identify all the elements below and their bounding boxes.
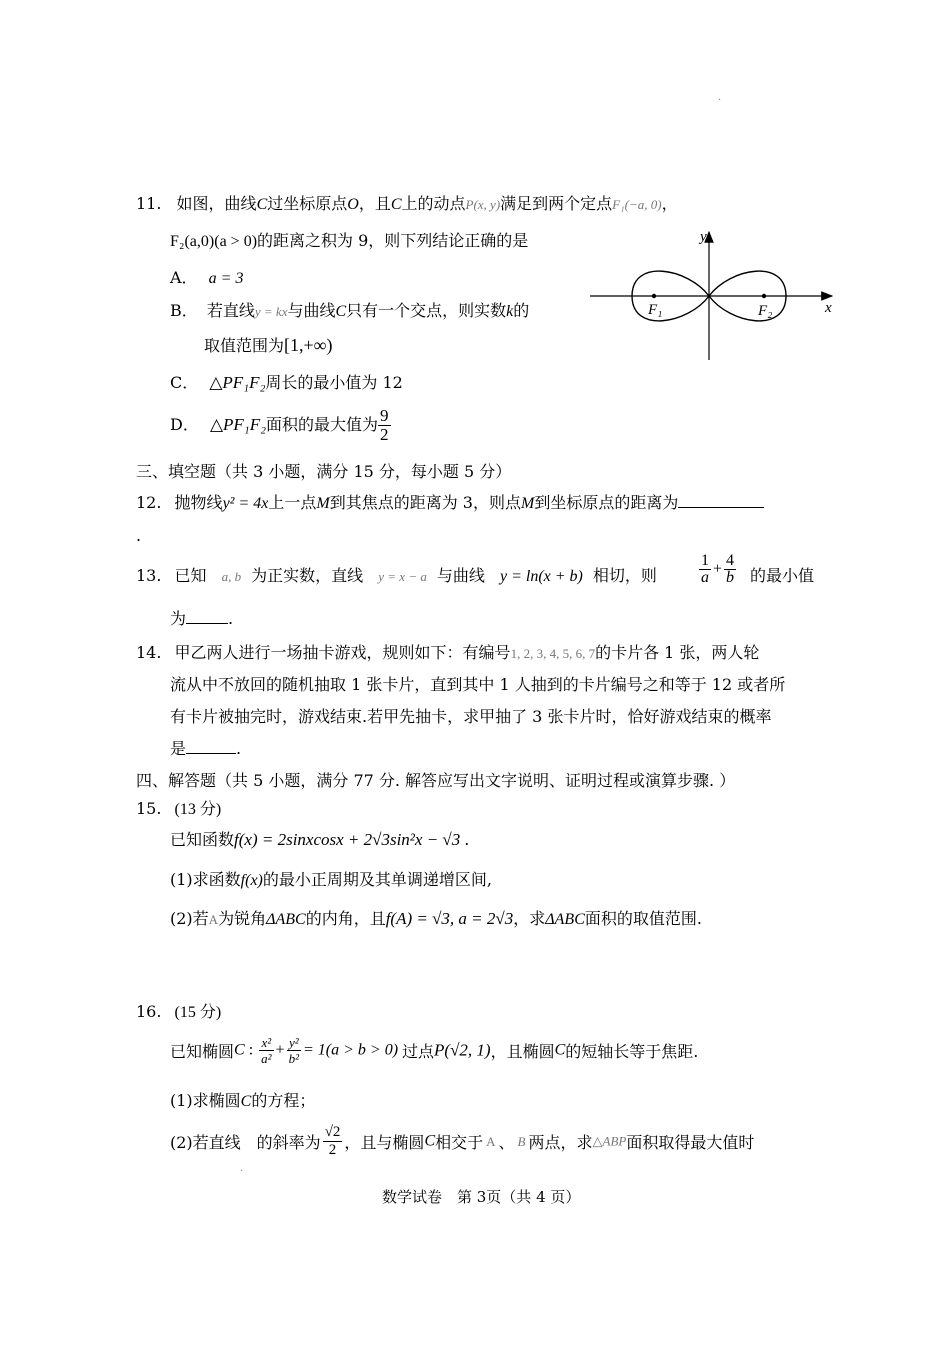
q13-text: 与曲线	[436, 566, 485, 585]
q16-text: 过点	[402, 1042, 435, 1061]
point-m: M	[316, 495, 330, 512]
q16-ellipse-line	[170, 1035, 698, 1066]
q12-line-1	[136, 492, 764, 515]
answer-blank[interactable]	[186, 739, 236, 754]
answer-blank[interactable]	[678, 493, 764, 508]
q16-part-1	[170, 1090, 315, 1113]
fraction-denominator: a	[701, 569, 709, 586]
lemniscate-diagram	[588, 228, 838, 363]
q11-comma: ，	[661, 194, 678, 213]
line-equation: y = x − a	[378, 569, 427, 584]
fraction-nine-halves	[378, 407, 391, 444]
q15-score: (13 分)	[174, 801, 222, 818]
q16-part-2	[170, 1124, 754, 1159]
fraction-numerator: y²	[287, 1035, 301, 1051]
q15-text: 已知函数	[170, 830, 235, 849]
fraction-denominator: 2	[380, 425, 389, 444]
q13-text: 已知	[174, 566, 207, 585]
q12-text: 抛物线	[174, 493, 223, 512]
option-text: 的	[513, 301, 530, 320]
f1-label: F₁	[648, 302, 663, 318]
fraction-1-over-a	[699, 553, 711, 586]
q16-text: (1)求椭圆	[170, 1091, 241, 1110]
q14-line-4	[170, 738, 241, 760]
q14-line-2: 流从中不放回的随机抽取 1 张卡片，直到其中 1 人抽到的卡片编号之和等于 12 或者所	[170, 675, 786, 694]
q11-stem: 上的动点	[401, 194, 466, 213]
q16-text: 的短轴长等于焦距.	[565, 1042, 699, 1061]
q16-number: 16.	[136, 1002, 162, 1021]
q13-end: .	[228, 609, 234, 628]
fraction-denominator: a²	[261, 1051, 272, 1066]
fraction-y2-b2	[287, 1035, 301, 1066]
q15-part-1	[170, 869, 492, 892]
separator: 、	[498, 1133, 515, 1152]
q12-number: 12.	[136, 493, 162, 512]
q15-end: .	[464, 830, 470, 849]
q13-text-tail: 的最小值	[750, 566, 815, 585]
fraction-denominator: 2	[328, 1142, 337, 1158]
option-text: 面积的最大值为	[265, 415, 378, 434]
q15-text: ，求	[513, 909, 546, 928]
triangle-pf1f2: △PF₁F₂	[209, 373, 266, 392]
q16-text: ，且椭圆	[490, 1042, 555, 1061]
vars-ab: a, b	[221, 569, 242, 584]
ellipse-c: C	[240, 1093, 252, 1110]
q16-text: 的方程；	[251, 1091, 316, 1110]
point-m: M	[520, 495, 535, 512]
q16-text: 两点，求	[528, 1133, 593, 1152]
curve-c: C	[335, 303, 347, 320]
option-label: D．	[170, 415, 199, 434]
section-4-title: 四、解答题（共 5 小题，满分 77 分. 解答应写出文字说明、证明过程或演算步骤. ）	[136, 771, 736, 790]
q11-option-c	[170, 372, 403, 394]
option-text: 取值范围为	[204, 336, 285, 355]
q14-line-3: 有卡片被抽完时，游戏结束.若甲先抽卡，求甲抽了 3 张卡片时，恰好游戏结束的概率	[170, 707, 772, 726]
answer-blank[interactable]	[186, 609, 228, 624]
q13-text: 为正实数，直线	[251, 566, 364, 585]
focus-f2-point	[762, 294, 766, 298]
card-numbers: 1, 2, 3, 4, 5, 6, 7	[510, 646, 596, 661]
q11-option-d	[170, 414, 378, 436]
section-3-title: 三、填空题（共 3 小题，满分 15 分，每小题 5 分）	[136, 462, 512, 481]
q15-text: (2)若	[170, 909, 209, 928]
option-text: 周长的最小值为 12	[265, 373, 403, 392]
q13-expression	[697, 553, 738, 586]
plus-sign: +	[713, 560, 723, 578]
q14-end: .	[236, 739, 242, 758]
option-text: 与曲线	[287, 301, 336, 320]
point-p: P(x, y)	[465, 197, 501, 212]
q15-text: (1)求函数	[170, 870, 241, 889]
option-label: A．	[170, 268, 198, 287]
parabola-equation: y² = 4x	[222, 495, 269, 512]
x-axis-label: x	[825, 300, 832, 316]
option-text: 只有一个交点，则实数	[346, 301, 507, 320]
q11-number: 11.	[136, 194, 162, 213]
fraction-slope	[323, 1124, 343, 1159]
q11-stem: 的距离之积为 9，则下列结论正确的是	[257, 231, 529, 250]
option-math: a = 3	[208, 270, 244, 287]
var-k: k	[506, 303, 514, 320]
fraction-numerator: 1	[701, 552, 709, 569]
q16-text: 的斜率为	[256, 1133, 321, 1152]
stray-dot-mark: .	[240, 1163, 244, 1174]
angle-a: A	[208, 912, 219, 927]
q15-header	[136, 798, 221, 821]
q12-end: .	[136, 526, 142, 545]
q12-text: 到其焦点的距离为 3，则点	[329, 493, 521, 512]
q14-line-1	[136, 642, 759, 665]
q13-text: 为	[170, 609, 187, 628]
q14-number: 14.	[136, 643, 162, 662]
q14-text: 是	[170, 739, 187, 758]
q14-text: 甲乙两人进行一场抽卡游戏，规则如下：有编号	[174, 643, 511, 662]
point-f2: F₂(a,0)(a > 0)	[170, 233, 258, 250]
q14-text: 的卡片各 1 张，两人轮	[595, 643, 760, 662]
q12-text: 到坐标原点的距离为	[534, 493, 679, 512]
option-label: B．	[170, 301, 198, 320]
ellipse-condition: = 1(a > b > 0)	[302, 1041, 399, 1059]
q11-line-2	[170, 230, 528, 253]
q16-text: ，且与椭圆	[344, 1133, 425, 1152]
fraction-denominator: b²	[288, 1051, 299, 1066]
q11-stem: 过坐标原点	[267, 194, 348, 213]
option-math: [1,+∞)	[284, 335, 333, 355]
plus-sign: +	[275, 1041, 285, 1059]
option-label: C．	[170, 373, 199, 392]
q15-text: 面积的取值范围.	[584, 909, 702, 928]
q11-option-a	[170, 267, 243, 290]
triangle-abc: ΔABC	[545, 911, 585, 928]
condition: f(A) = √3, a = 2√3	[385, 909, 514, 928]
q15-text: 的内角，且	[305, 909, 386, 928]
ellipse-c: C	[554, 1041, 566, 1059]
q16-score: (15 分)	[174, 1004, 222, 1021]
q16-text: 面积取得最大值时	[626, 1133, 755, 1152]
q16-text: 相交于	[435, 1133, 484, 1152]
q11-stem: ，且	[358, 194, 391, 213]
option-text: 若直线	[206, 301, 255, 320]
fraction-numerator: x²	[259, 1035, 273, 1051]
q15-text: 为锐角	[218, 909, 267, 928]
q11-stem: 满足到两个定点	[500, 194, 613, 213]
q13-line-1	[136, 565, 657, 588]
q11-option-b-cont	[204, 334, 333, 357]
fraction-4-over-b	[724, 553, 736, 586]
ellipse-c: C	[424, 1132, 436, 1150]
q15-function	[170, 829, 469, 851]
origin-o: O	[347, 196, 359, 213]
q13-line-2	[170, 608, 233, 630]
q12-text: 上一点	[268, 493, 317, 512]
fraction-numerator: √2	[324, 1124, 341, 1140]
colon: :	[244, 1041, 258, 1059]
q16-text: (2)若直线	[170, 1133, 241, 1152]
triangle-abc: ΔABC	[266, 911, 306, 928]
function-definition: f(x) = 2sinxcosx + 2√3sin²x − √3	[234, 830, 461, 849]
fraction-numerator: 9	[380, 406, 389, 425]
function-f: f(x)	[240, 872, 263, 889]
q13-text: 相切，则	[592, 566, 657, 585]
fraction-x2-a2	[259, 1035, 273, 1066]
q11-line-1	[136, 193, 678, 216]
q15-part-2	[170, 908, 702, 931]
fraction-numerator: 4	[726, 552, 735, 569]
curve-c: C	[390, 196, 402, 213]
q11-option-b	[170, 300, 529, 323]
page-footer: 数学试卷 第 3页（共 4 页）	[382, 1188, 581, 1206]
curve-equation: y = ln(x + b)	[499, 568, 583, 585]
ellipse-c: C	[234, 1041, 245, 1059]
q11-stem: 如图，曲线	[176, 194, 257, 213]
point-b: B	[517, 1133, 526, 1149]
q15-number: 15.	[136, 799, 162, 818]
f2-label: F₂	[758, 303, 773, 319]
q16-header	[136, 1001, 221, 1024]
point-f1: F₁(−a, 0)	[612, 197, 662, 212]
point-p: P(√2, 1)	[434, 1040, 491, 1060]
option-math: y = kx	[254, 304, 288, 319]
triangle-pf1f2: △PF₁F₂	[209, 415, 266, 434]
q15-text: 的最小正周期及其单调递增区间,	[262, 870, 492, 889]
stray-dot-mark: .	[718, 92, 722, 103]
triangle-abp: △ABP	[592, 1133, 627, 1149]
curve-c: C	[256, 196, 268, 213]
point-a: A	[486, 1133, 496, 1149]
fraction-denominator: b	[726, 569, 735, 586]
y-axis-label: y	[700, 229, 707, 245]
q16-text: 已知椭圆	[170, 1042, 235, 1061]
q13-number: 13.	[136, 566, 162, 585]
focus-f1-point	[652, 294, 656, 298]
